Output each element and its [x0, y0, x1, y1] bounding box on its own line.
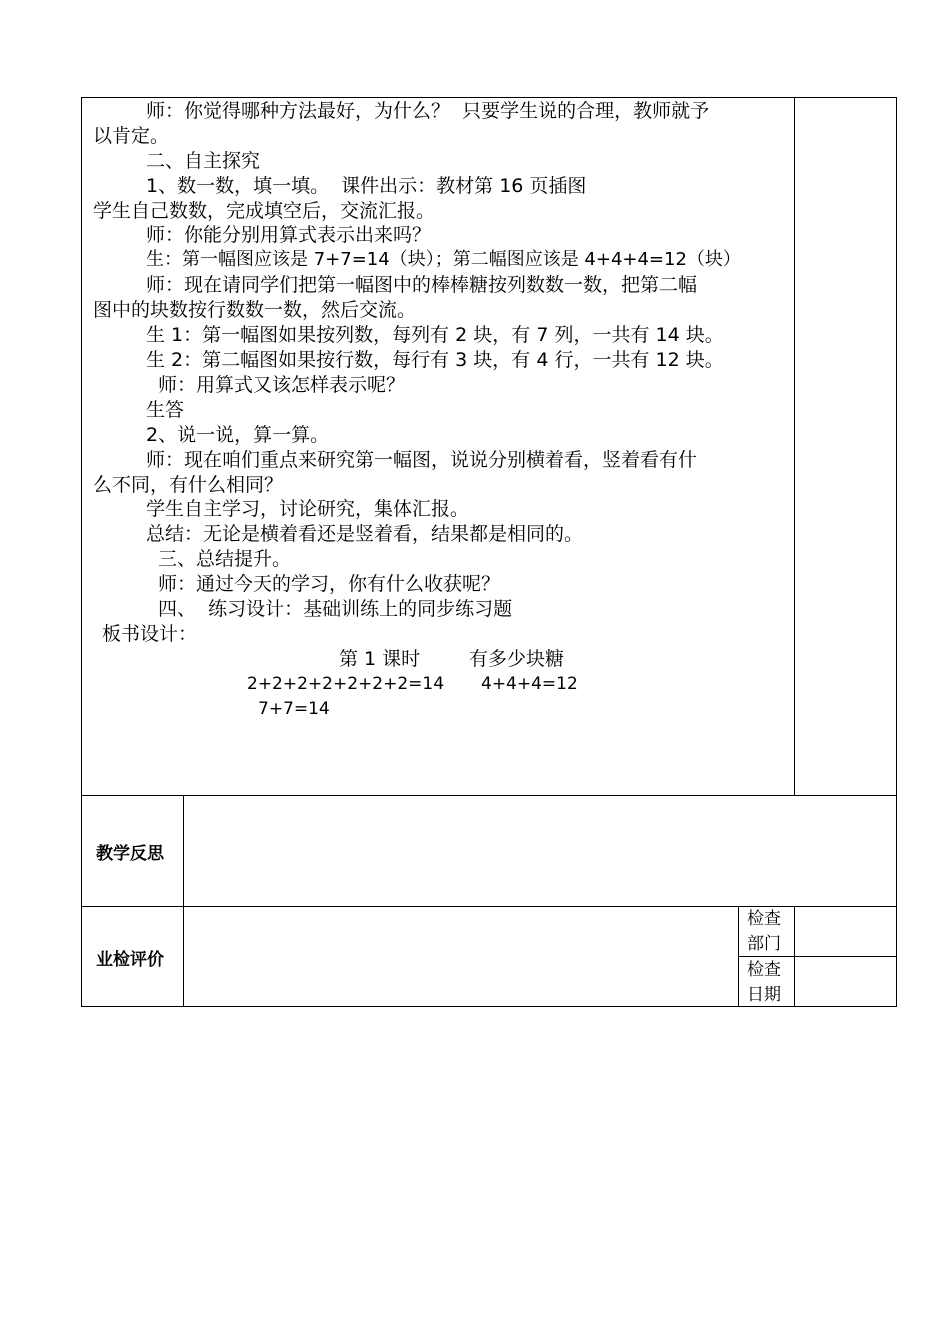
lesson-line: 师：用算式又该怎样表示呢？ — [158, 374, 406, 396]
table-divider-check-left — [738, 906, 739, 1007]
board-topic: 有多少块糖 — [469, 648, 565, 670]
lesson-line: 二、自主探究 — [146, 150, 261, 172]
lesson-line: 师：你能分别用算式表示出来吗？ — [146, 224, 432, 246]
lesson-line: 总结：无论是横着看还是竖着看，结果都是相同的。 — [146, 523, 584, 545]
lesson-line: 以肯定。 — [93, 125, 170, 147]
board-equation: 7+7=14 — [258, 699, 330, 719]
lesson-line: 生 2：第二幅图如果按行数，每行有 3 块，有 4 行，一共有 12 块。 — [146, 349, 724, 371]
reflection-label: 教学反思 — [96, 844, 164, 864]
review-label: 业检评价 — [96, 950, 164, 970]
table-border-top — [81, 97, 897, 98]
review-content-cell[interactable] — [184, 907, 738, 1006]
lesson-line: 么不同，有什么相同？ — [93, 474, 284, 496]
lesson-line: 生答 — [146, 399, 185, 421]
table-border-left — [81, 97, 82, 1007]
lesson-line: 生：第一幅图应该是 7+7=14（块）；第二幅图应该是 4+4+4=12（块） — [146, 249, 741, 270]
lesson-line: 图中的块数按行数数一数，然后交流。 — [93, 299, 417, 321]
lesson-line: 师：你觉得哪种方法最好，为什么？ 只要学生说的合理，教师就予 — [146, 100, 710, 122]
lesson-line: 板书设计： — [102, 623, 198, 645]
lesson-line: 1、数一数，填一填。 课件出示：教材第 16 页插图 — [146, 175, 587, 197]
table-border-right — [896, 97, 897, 1007]
board-equation: 4+4+4=12 — [481, 674, 578, 694]
reflection-content-cell[interactable] — [184, 796, 896, 906]
lesson-line: 学生自主学习，讨论研究，集体汇报。 — [146, 498, 470, 520]
table-divider-side-column — [794, 97, 795, 795]
lesson-line: 学生自己数数，完成填空后，交流汇报。 — [93, 200, 436, 222]
lesson-line: 师：现在咱们重点来研究第一幅图，说说分别横着看，竖着看有什 — [146, 449, 698, 471]
check-date-value-cell[interactable] — [795, 957, 896, 1006]
lesson-line: 四、 练习设计：基础训练上的同步练习题 — [158, 598, 513, 620]
lesson-line: 师：通过今天的学习，你有什么收获呢？ — [158, 573, 501, 595]
check-date-label: 检查 日期 — [747, 960, 781, 1005]
check-department-label: 检查 部门 — [747, 909, 781, 954]
check-department-value-cell[interactable] — [795, 907, 896, 956]
lesson-line: 师：现在请同学们把第一幅图中的棒棒糖按列数数一数，把第二幅 — [146, 274, 698, 296]
lesson-line: 2、说一说，算一算。 — [146, 424, 330, 446]
lesson-line: 生 1：第一幅图如果按列数，每列有 2 块，有 7 列，一共有 14 块。 — [146, 324, 724, 346]
lesson-line: 三、总结提升。 — [158, 548, 292, 570]
board-equation: 2+2+2+2+2+2+2=14 — [247, 674, 445, 694]
board-title: 第 1 课时 — [339, 648, 421, 670]
